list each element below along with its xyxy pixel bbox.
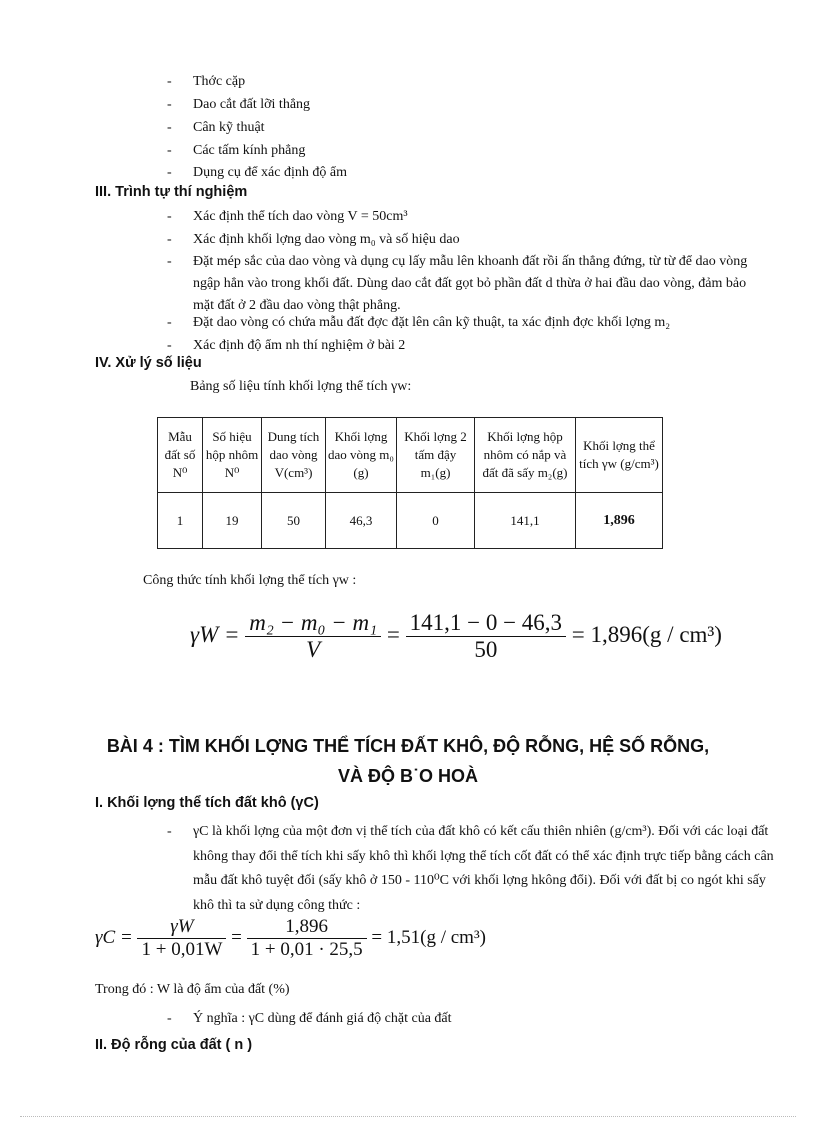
formula-lhs: γC = [95,926,133,948]
table-header-cell: Khối lợng 2 tấm đậy m₁(g) [397,418,475,493]
where-text: Trong đó : W là độ ẩm của đất (%) [95,982,290,997]
table-cell: 50 [262,493,326,549]
formula-result: = 1,51(g / cm³) [371,926,486,948]
section-heading-dry-density: I. Khối lợng thể tích đất khô (γC) [95,795,319,811]
fraction-denominator: 1 + 0,01W [137,938,226,961]
fraction [245,610,381,663]
formula-lhs: γW = [190,621,240,647]
lesson-title-line2: VÀ ĐỘ B˙O HOÀ [337,766,478,786]
paragraph-dry-density: - γC là khối lợng của một đơn vị thể tích của đất khô có kết cấu thiên nhiên (g/cm³). Đối với các loại đất không thay đổi thể tích khi sấy khô thì khối lợng thể tích cốt đất có thể xác định trực tiếp bằng cách cân mẫu đất khô tuyệt đối (sấy khô ở 150 - 110⁰C với khối lợng hkông đổi). Đối với đất bị co ngót khi sấy khô thì ta sử dụng công thức : [167,824,774,913]
formula-equals: = [231,926,242,948]
table-cell: 19 [203,493,262,549]
fraction [247,916,367,961]
section-heading-porosity: II. Độ rỗng của đất ( n ) [95,1037,253,1053]
table-header-cell: Khối lợng dao vòng m₀ (g) [326,418,397,493]
table-header-cell: Số hiệu hộp nhôm N⁰ [203,418,262,493]
formula-caption: Công thức tính khối lợng thể tích γw : [143,573,357,588]
list-item: - Đặt mép sắc của dao vòng và dụng cụ lấy mẫu lên khoanh đất rồi ấn thẳng đứng, từ từ để dao vòng ngập hẳn vào trong khối đất. Dùng dao cắt đất gọt bỏ phần đất d thừa ở hai đầu dao vòng, đảm bảo mặt đất ở 2 đầu dao vòng thật phẳng. [167,254,748,313]
fraction-numerator: 141,1 − 0 − 46,3 [409,610,563,635]
table-header-cell: Mẫu đất số N⁰ [158,418,203,493]
document-page: - Thớc cặp - Dao cắt đất lỡi thẳng - Cân kỹ thuật - Các tấm kính phẳng - Dụng cụ để xác định độ ẩm III. Trình tự thí nghiệm - Xác định thể tích dao vòng V = 50cm³ - Xác định khối lợng dao vòng m₀ và số hiệu dao - Đặt mép sắc của dao vòng và dụng cụ lấy mẫu lên khoanh đất rồi ấn thẳng đứng, từ từ để dao vòng ngập hẳn vào trong khối đất. Dùng dao cắt đất gọt bỏ phần đất d thừa ở hai đầu dao vòng, đảm bảo mặt đất ở 2 đầu dao vòng thật phẳng. - Đặt dao vòng có chứa mẫu đất đợc đặt lên cân kỹ thuật, ta xác định đợc khối lợng m₂ - Xác định độ ẩm nh thí nghiệm ở bài 2 IV. Xử lý số liệu Bảng số liệu tính khối lợng thể tích γw: Mẫu đất số N⁰ Số hiệu hộp nhôm N⁰ Dung tích dao vòng V(cm³) Khối lợng dao vòng m₀ (g) Khối lợng 2 tấm đậy m₁(g) Khối lợng hộp nhôm có nắp và đất đã sấy m₂(g) Khối lợng thể tích γw (g/cm³) 1 19 50 46,3 0 141,1 1,896 Công thức tính khối lợng thể tích γw : γW = $\frac{\text{m₂ − m₀ − m₁}}{V}$ = $\frac{141,1 - 0 - 46,3}{50}$ = 1,896(g / cm³) BÀI 4 : TÌM KHỐI LỢNG THỂ TÍCH ĐẤT KHÔ, ĐỘ RỖNG, HỆ SỐ RỖNG, VÀ ĐỘ B˙O HOÀ I. Khối lợng thể tích đất khô (γC) - γC là khối lợng của một đơn vị thể tích của đất khô có kết cấu thiên nhiên (g/cm³). Đối với các loại đất không thay đổi thể tích khi sấy khô thì khối lợng thể tích cốt đất có thể xác định trực tiếp bằng cách cân mẫu đất khô tuyệt đối (sấy khô ở 150 - 110⁰C với khối lợng hkông đổi). Đối với đất bị co ngót khi sấy khô thì ta sử dụng công thức : γC = $\frac{\gamma W}{1 + 0,01W}$ = $\frac{1,896}{1 + 0,01 \cdot 25,5}$ = 1,51(g / cm³) Trong đó : W là độ ẩm của đất (%) - Ý nghĩa : γC dùng để đánh giá độ chặt của đất II. Độ rỗng của đất ( n ) [0,0,816,1123]
fraction-numerator: γW [170,916,194,937]
section-heading-procedure: III. Trình tự thí nghiệm [95,184,248,200]
fraction-denominator: 50 [406,636,566,663]
table-cell-result: 1,896 [576,493,663,549]
table-cell: 141,1 [475,493,576,549]
formula-result: = 1,896(g / cm³) [571,621,722,647]
table-cell: 46,3 [326,493,397,549]
fraction-numerator: 1,896 [285,916,328,937]
lesson-title-line1: BÀI 4 : TÌM KHỐI LỢNG THỂ TÍCH ĐẤT KHÔ, ĐỘ RỖNG, HỆ SỐ RỖNG, [106,736,710,756]
formula-equals: = [386,621,400,647]
table-header-cell: Khối lợng thể tích γw (g/cm³) [576,418,663,493]
formula-density-wet [190,610,722,663]
table-caption: Bảng số liệu tính khối lợng thể tích γw: [190,379,412,394]
formula-density-dry [95,916,486,961]
fraction [137,916,226,961]
table-header-cell: Khối lợng hộp nhôm có nắp và đất đã sấy m₂(g) [475,418,576,493]
fraction-numerator: m₂ − m₀ − m₁ [249,610,378,635]
fraction-denominator: 1 + 0,01 · 25,5 [247,938,367,961]
table-row [158,493,663,549]
page-bottom-divider [20,1116,796,1117]
section-heading-data-processing: IV. Xử lý số liệu [95,355,202,371]
fraction-denominator: V [245,636,381,663]
table-cell: 1 [158,493,203,549]
table-header-cell: Dung tích dao vòng V(cm³) [262,418,326,493]
table-header-row [158,418,663,493]
data-table [157,417,663,549]
fraction [406,610,566,663]
table-cell: 0 [397,493,475,549]
